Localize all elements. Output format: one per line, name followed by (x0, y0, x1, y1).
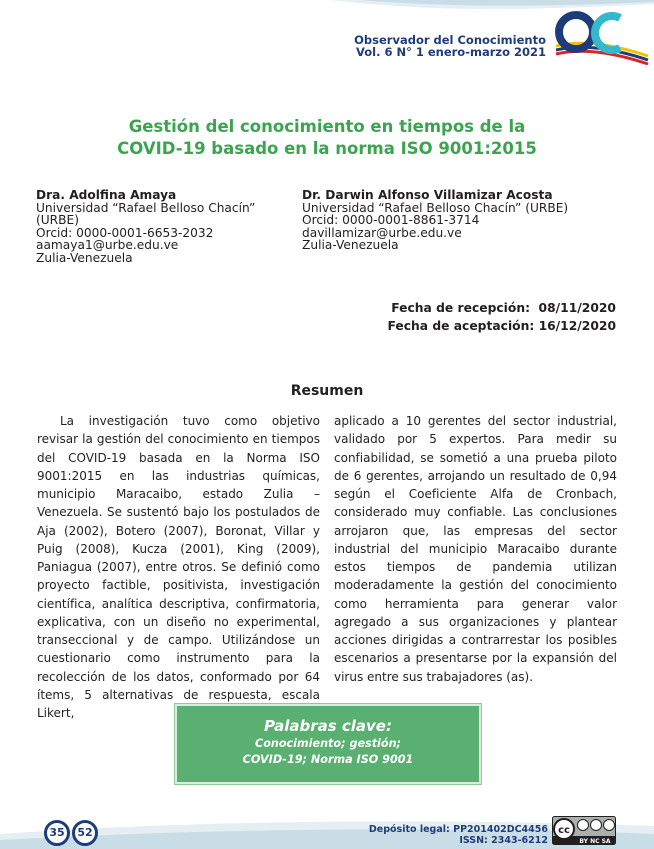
author-2 (302, 189, 568, 252)
author-2-orcid: Orcid: 0000-0001-8861-3714 (302, 213, 480, 227)
journal-logo (552, 6, 652, 72)
abstract-heading: Resumen (290, 383, 364, 399)
abstract-column-1 (37, 412, 320, 722)
title-line-1: Gestión del conocimiento en tiempos de la (128, 117, 526, 136)
svg-text:cc: cc (558, 825, 570, 836)
author-2-email: davillamizar@urbe.edu.ve (302, 225, 462, 240)
abstract-text-1: La investigación tuvo como objetivo revisar la gestión del conocimiento en tiempos del COVID-19 basada en la Norma ISO 9001:2015 en las industrias químicas, municipio Maracaibo, estado Zulia – Venezuela. Se sustentó bajo los postulados de Aja (2002), Botero (2007), Boronat, Villar y Puig (2008), Kucza (2001), King (2009), Paniagua (2007), entre otros. Se definió como proyecto factible, positivista, investigación científica, analítica descriptiva, confirmatoria, explicativa, con un diseño no experimental, transeccional y de campo. Utilizándose un cuestionario como instrumento para la recolección de los datos, conformado por 64 ítems, 5 alternativas de respuesta, escala Likert, (37, 414, 320, 720)
license-label: BY NC SA (579, 838, 611, 845)
reception-date: Fecha de recepción: 08/11/2020 (391, 301, 616, 315)
article-title (60, 116, 594, 160)
logo-text: OC (602, 70, 604, 71)
abstract-column-2 (334, 412, 617, 686)
author-1-affiliation-abbr: (URBE) (36, 213, 79, 227)
author-1-orcid: Orcid: 0000-0001-6653-2032 (36, 225, 214, 240)
keywords-line-1: Conocimiento; gestión; (254, 737, 402, 750)
journal-issue: Vol. 6 N° 1 enero-marzo 2021 (355, 45, 546, 59)
dates-block (387, 299, 616, 335)
page-end-number: 52 (72, 820, 98, 846)
keywords-title: Palabras clave: (264, 717, 392, 735)
author-2-name: Dr. Darwin Alfonso Villamizar Acosta (302, 188, 553, 202)
author-2-location: Zulia-Venezuela (302, 238, 399, 252)
author-1-affiliation: Universidad “Rafael Belloso Chacín” (36, 200, 256, 215)
author-1-location: Zulia-Venezuela (36, 250, 133, 265)
keywords-box (175, 704, 481, 784)
acceptance-date: Fecha de aceptación: 16/12/2020 (387, 319, 616, 333)
author-2-affiliation: Universidad “Rafael Belloso Chacín” (URBE) (302, 200, 569, 215)
legal-info (369, 824, 548, 846)
abstract-text-2: aplicado a 10 gerentes del sector industrial, validado por 5 expertos. Para medir su confiabilidad, se sometió a una prueba piloto de 6 gerentes, arrojando un resultado de 0,94 según el Coeficiente Alfa de Cronbach, considerado muy confiable. Las conclusiones arrojaron que, las empresas del sector industrial del municipio Maracaibo durante estos tiempos de pandemia utilizan moderadamente la gestión del conocimiento como herramienta para generar valor agregado a sus organizaciones y plantear acciones dirigidas a contrarrestar los posibles escenarios a presentarse por la expansión del virus entre sus trabajadores (as). (334, 414, 617, 684)
author-1-email: aamaya1@urbe.edu.ve (36, 238, 179, 252)
legal-deposit: Depósito legal: PP201402DC4456 (368, 824, 548, 835)
page-start-number: 35 (44, 820, 70, 846)
author-1 (36, 189, 255, 264)
issn: ISSN: 2343-6212 (459, 835, 548, 846)
cc-by-nc-sa-icon (552, 816, 616, 845)
title-line-2: COVID-19 basado en la norma ISO 9001:2015 (117, 139, 537, 158)
journal-name: Observador del Conocimiento (354, 33, 546, 47)
author-1-name: Dra. Adolfina Amaya (36, 188, 177, 202)
keywords-line-2: COVID-19; Norma ISO 9001 (242, 753, 414, 766)
